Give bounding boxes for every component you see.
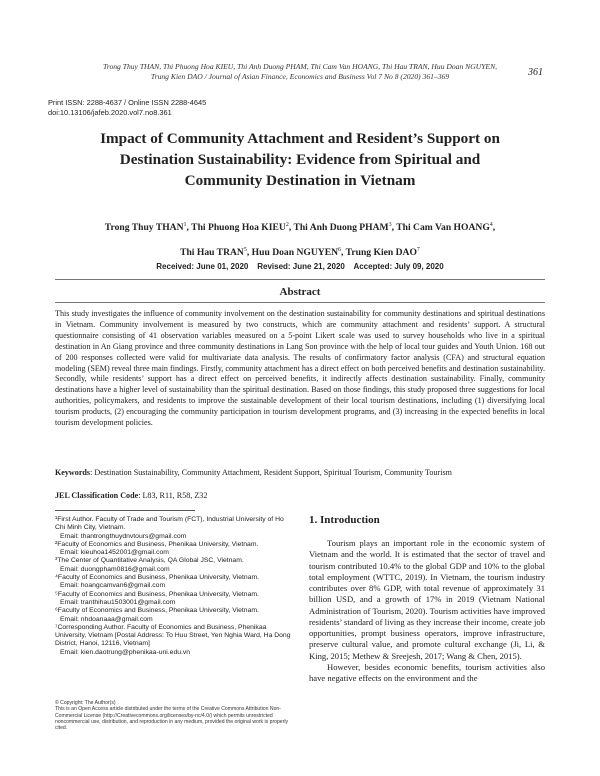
footnote	[55, 557, 295, 574]
author-affiliation-mark: 2	[285, 222, 289, 228]
author-separator: ,	[186, 222, 192, 234]
running-head	[70, 62, 530, 82]
footnote-affiliation: ⁵Faculty of Economics and Business, Phenikaa University, Vietnam.	[55, 590, 259, 598]
author-affiliation-mark: 7	[416, 247, 420, 254]
footnote	[55, 624, 295, 657]
author-line	[60, 214, 540, 239]
title-line: Destination Sustainability: Evidence from Spiritual and	[119, 151, 481, 168]
submission-dates	[60, 262, 540, 271]
running-head-authors: Trong Thuy THAN, Thi Phuong Hoa KIEU, Thi Anh Duong PHAM, Thi Cam Van HOANG, Thi Hau TRAN, Huu Doan NGUYEN,	[102, 62, 498, 71]
paper-title	[70, 128, 530, 191]
author-name: Huu Doan NGUYEN	[251, 247, 339, 259]
license-text: This is an Open Access article distributed under the terms of the Creative Commons Attribution Non-Commercial License (http://Creativecommons.org/licenses/by-nc/4.0/) which permits unrestricted noncommercial use, distribution, and reproduction in any medium, provided the original work is properly cited.	[55, 706, 289, 732]
page-number: 361	[528, 67, 543, 78]
footnote-rule	[55, 510, 195, 511]
doi-line: doi:10.13106/jafeb.2020.vol7.no8.361	[48, 108, 172, 117]
keywords-label: Keywords	[55, 468, 91, 477]
introduction-body	[309, 538, 545, 684]
jel-label: JEL Classification Code	[55, 491, 139, 500]
copyright-notice	[55, 700, 298, 731]
footnote-email: Email: hoangcamvan6@gmail.com	[60, 582, 166, 590]
footnote	[55, 516, 295, 541]
abstract-body: This study investigates the influence of community involvement on the destination sustainability for community destinations and spiritual destinations in Vietnam. Community involvement is measured by two constructs, which are community attachment and residents’ support. A structural questionnaire consisting of 41 observation variables measured on a 5-point Likert scale was used to survey households who live in a spiritual destination in An Giang province and three community destinations in Lang Son province with the help of local tour guides and Youth Union. 168 out of 200 responses collected were valid for multivariate data analysis. The results of confirmatory factor analysis (CFA) and structural equation modeling (SEM) reveal three main findings. Firstly, community attachment has a direct effect on both perceived benefits and destination sustainability. Secondly, while residents’ support has a direct effect on perceived benefits, it indirectly affects destination sustainability. Finally, community destinations have a higher level of sustainability than the spiritual destination. Based on those findings, this study proposed three suggestions for local authorities, policymakers, and residents to improve the sustainable development of their local tourism destinations, including (1) diversifying local tourism products, (2) encouraging the community participation in tourism development programs, and (3) increasing in the expected benefits in local tourism development policies.	[55, 309, 545, 428]
footnote	[55, 541, 295, 558]
footnote-email: Email: kieuhoa1452001@gmail.com	[60, 549, 169, 557]
author-separator: ,	[492, 222, 496, 234]
divider	[55, 302, 545, 303]
footnote-affiliation: ³The Center of Quantitative Analysis, QA Global JSC, Vietnam.	[55, 557, 244, 565]
received-date: Received: June 01, 2020	[156, 262, 249, 271]
author-name: Thi Anh Duong PHAM	[293, 222, 389, 234]
footnote-email: Email: tranthihau1503001@gmail.com	[60, 598, 176, 606]
author-name: Trong Thuy THAN	[104, 222, 184, 234]
title-line: Community Destination in Vietnam	[184, 172, 416, 189]
title-line: Impact of Community Attachment and Resident’s Support on	[100, 130, 500, 147]
footnote-affiliation: ²Faculty of Economics and Business, Phenikaa University, Vietnam.	[55, 540, 259, 548]
copyright-line: © Copyright: The Author(s)	[55, 700, 116, 706]
divider	[55, 279, 545, 280]
author-affiliation-mark: 5	[243, 247, 247, 254]
jel-text: : L83, R11, R58, Z32	[138, 491, 208, 500]
footnote-email: Email: duongpham0816@gmail.com	[60, 565, 170, 573]
author-affiliation-mark: 1	[183, 222, 187, 228]
author-separator: ,	[288, 222, 294, 234]
abstract-heading: Abstract	[279, 286, 321, 298]
author-name: Thi Phuong Hoa KIEU	[191, 222, 286, 234]
author-name: Thi Hau TRAN	[180, 247, 244, 259]
paragraph: However, besides economic benefits, tourism activities also have negative effects on the environment and the	[309, 661, 545, 683]
section-heading-introduction: 1. Introduction	[309, 514, 380, 526]
author-affiliation-mark: 3	[388, 222, 392, 228]
affiliation-footnotes	[55, 516, 295, 657]
footnote-affiliation: ¹First Author. Faculty of Trade and Tourism (FCT), Industrial University of Ho Chi Minh City, Vietnam.	[55, 516, 284, 532]
issn-block	[48, 98, 206, 118]
footnote-affiliation: ⁴Faculty of Economics and Business, Phenikaa University, Vietnam.	[55, 574, 260, 582]
footnote-email: Email: kien.daotrung@phenikaa-uni.edu.vn	[60, 648, 191, 656]
author-separator: ,	[341, 247, 346, 259]
author-affiliation-mark: 4	[489, 222, 493, 228]
footnote	[55, 591, 295, 608]
keywords-text: : Destination Sustainability, Community Attachment, Resident Support, Spiritual Tourism, Community Tourism	[90, 468, 452, 477]
author-line	[60, 239, 540, 264]
author-list	[60, 214, 540, 264]
author-separator: ,	[246, 247, 252, 259]
author-name: Trung Kien DAO	[345, 247, 417, 259]
footnote	[55, 574, 295, 591]
running-head-journal: Trung Kien DAO / Journal of Asian Finance, Economics and Business Vol 7 No 8 (2020) 361–369	[150, 72, 450, 81]
footnote-affiliation: ⁶Faculty of Economics and Business, Phenikaa University, Vietnam.	[55, 607, 259, 615]
footnote-email: Email: thantrongthuydnvtours@gmail.com	[60, 532, 187, 540]
author-separator: ,	[391, 222, 397, 234]
keywords	[55, 467, 545, 478]
accepted-date: Accepted: July 09, 2020	[353, 262, 444, 271]
footnote-email: Email: nhdoanaaa@gmail.com	[60, 615, 153, 623]
author-name: Thi Cam Van HOANG	[396, 222, 490, 234]
jel-codes	[55, 491, 545, 500]
author-affiliation-mark: 6	[338, 247, 342, 254]
footnote-affiliation: ⁷Corresponding Author. Faculty of Economics and Business, Phenikaa University, Vietnam [Postal Address: To Huu Street, Yen Nghia Ward, Ha Dong District, Hanoi, 12116, Vietnam]	[55, 623, 291, 648]
issn-line: Print ISSN: 2288-4637 / Online ISSN 2288-4645	[48, 98, 207, 107]
footnote	[55, 607, 295, 624]
revised-date: Revised: June 21, 2020	[257, 262, 345, 271]
paragraph: Tourism plays an important role in the economic system of Vietnam and the world. It is estimated that the sector of travel and tourism contributed 10.4% to the global GDP and 10% to the global total employment (WTTC, 2019). In Vietnam, the tourism industry contributes over 8% GDP, with total revenue of approximately 31 billion USD, and a growth of 17% in 2019 (Vietnam National Administration of Tourism, 2020). Tourism activities have improved residents’ standard of living as they increase their income, create job opportunities, prompt business operators, improve infrastructure, preserve cultural value, and promote cultural exchange (Ji, Li, & King, 2015; Methew & Sreejesh, 2017; Wang & Chen, 2015).	[309, 538, 545, 661]
